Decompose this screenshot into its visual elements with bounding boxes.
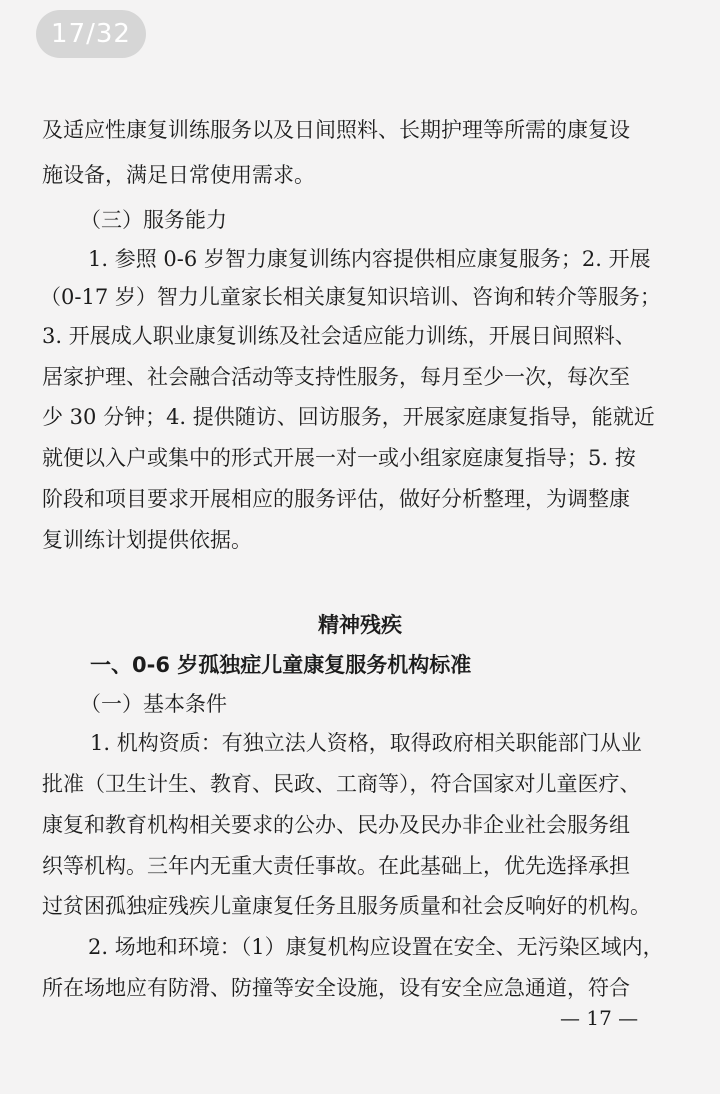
page-number: — 17 — (560, 1006, 639, 1030)
text-line: 及适应性康复训练服务以及日间照料、长期护理等所需的康复设 (42, 118, 630, 142)
text-line: 施设备，满足日常使用需求。 (42, 163, 315, 187)
text-line: 批准（卫生计生、教育、民政、工商等），符合国家对儿童医疗、 (42, 772, 641, 796)
chapter-title: 精神残疾 (318, 613, 402, 637)
text-line: 3. 开展成人职业康复训练及社会适应能力训练，开展日间照料、 (42, 324, 636, 348)
text-line: 所在场地应有防滑、防撞等安全设施，设有安全应急通道，符合 (42, 976, 630, 1000)
section-heading: （三）服务能力 (80, 208, 227, 232)
text-line: （0-17 岁）智力儿童家长相关康复知识培训、咨询和转介等服务； (40, 285, 661, 309)
section-heading: （一）基本条件 (80, 692, 227, 716)
section-title: 一、0-6 岁孤独症儿童康复服务机构标准 (90, 653, 472, 677)
text-line: 居家护理、社会融合活动等支持性服务，每月至少一次，每次至 (42, 365, 630, 389)
page-indicator-badge: 17/32 (36, 10, 146, 58)
text-line: 过贫困孤独症残疾儿童康复任务且服务质量和社会反响好的机构。 (42, 894, 651, 918)
text-line: 康复和教育机构相关要求的公办、民办及民办非企业社会服务组 (42, 813, 630, 837)
text-line: 复训练计划提供依据。 (42, 528, 252, 552)
text-line: 1. 机构资质：有独立法人资格，取得政府相关职能部门从业 (90, 731, 642, 755)
text-line: 织等机构。三年内无重大责任事故。在此基础上，优先选择承担 (42, 854, 630, 878)
text-line: 阶段和项目要求开展相应的服务评估，做好分析整理，为调整康 (42, 487, 630, 511)
text-line: 2. 场地和环境：（1）康复机构应设置在安全、无污染区域内， (88, 935, 664, 959)
text-line: 少 30 分钟；4. 提供随访、回访服务，开展家庭康复指导，能就近 (42, 405, 655, 429)
text-line: 就便以入户或集中的形式开展一对一或小组家庭康复指导；5. 按 (42, 446, 636, 470)
text-line: 1. 参照 0-6 岁智力康复训练内容提供相应康复服务；2. 开展 (88, 247, 651, 271)
